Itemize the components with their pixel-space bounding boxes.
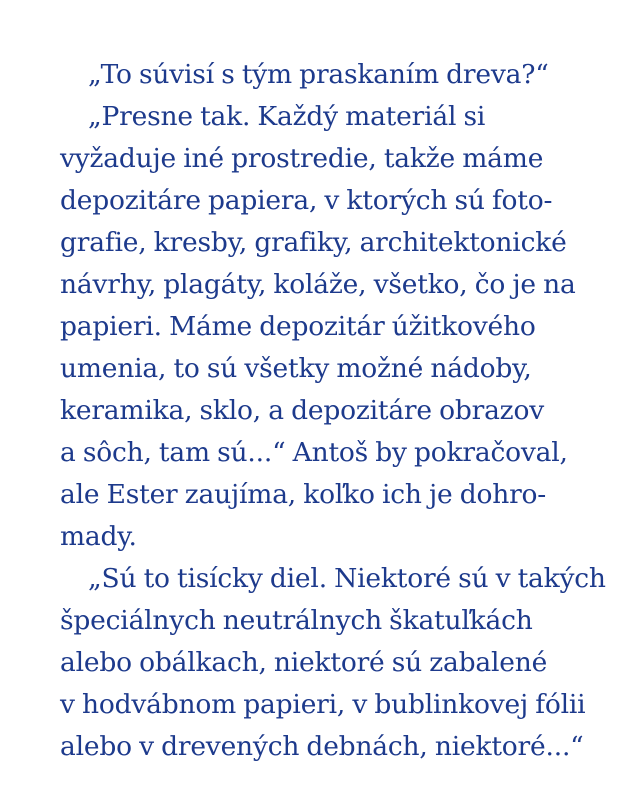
text-line: „Presne tak. Každý materiál si — [88, 101, 486, 132]
text-line: papieri. Máme depozitár úžitkového — [60, 311, 536, 342]
text-line: alebo obálkach, niektoré sú zabalené — [60, 647, 548, 678]
text-line: umenia, to sú všetky možné nádoby, — [60, 353, 532, 384]
text-line: mady. — [60, 521, 137, 552]
text-line: návrhy, plagáty, koláže, všetko, čo je na — [60, 269, 576, 300]
text-line: vyžaduje iné prostredie, takže máme — [60, 143, 544, 174]
text-line: a sôch, tam sú...“ Antoš by pokračoval, — [60, 437, 568, 468]
text-line: „To súvisí s tým praskaním dreva?“ — [88, 59, 549, 90]
text-line: špeciálnych neutrálnych škatuľkách — [60, 605, 533, 636]
text-line: alebo v drevených debnách, niektoré...“ — [60, 731, 584, 762]
text-line: depozitáre papiera, v ktorých sú foto- — [60, 185, 553, 216]
text-line: v hodvábnom papieri, v bublinkovej fólii — [60, 689, 586, 720]
text-line: keramika, sklo, a depozitáre obrazov — [60, 395, 544, 426]
text-line: ale Ester zaujíma, koľko ich je dohro- — [60, 479, 547, 510]
text-block — [60, 54, 620, 768]
text-line: „Sú to tisícky diel. Niektoré sú v takých — [88, 563, 606, 594]
text-line: grafie, kresby, grafiky, architektonické — [60, 227, 567, 258]
